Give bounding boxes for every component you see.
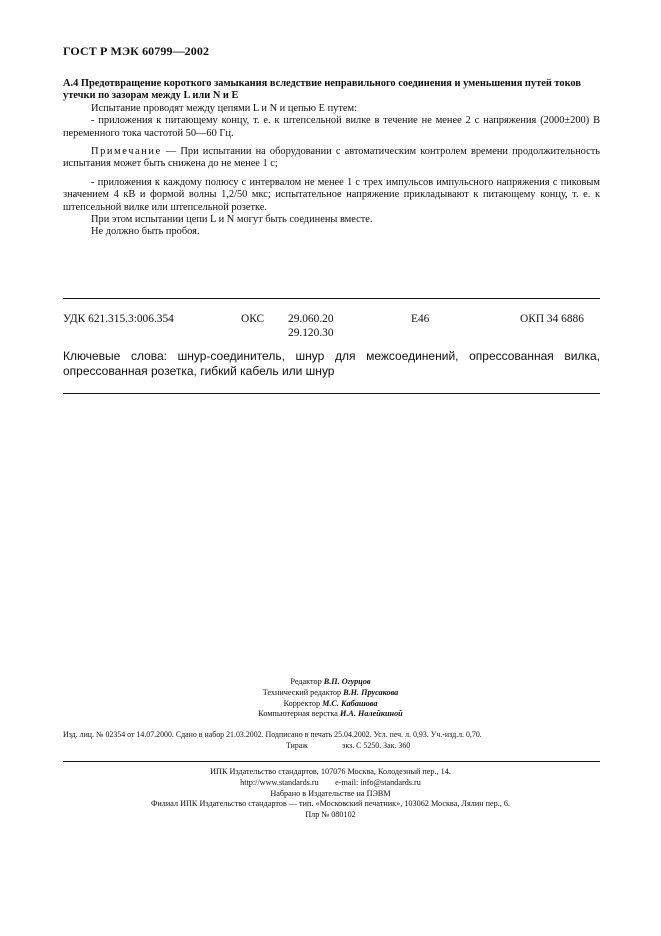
oks-code-2: 29.120.30 [288, 327, 334, 339]
okp-code: ОКП 34 6886 [520, 313, 584, 325]
imprint-copies: экз. С 5250. Зак. 360 [342, 741, 411, 750]
section-a4 [63, 78, 600, 239]
publisher-contacts [0, 778, 661, 789]
oks-label: ОКС [241, 313, 265, 325]
printer-address: Филиал ИПК Издательство стандартов — тип. «Московский печатник», 103062 Москва, Лялин пер., 6. [150, 799, 511, 809]
credit-tech-editor: Технический редактор В.Н. Прусакова [262, 687, 399, 697]
section-heading-line1: А.4 Предотвращение короткого замыкания вследствие неправильного соединения и уменьшения путей токов [63, 78, 581, 89]
document-header: ГОСТ Р МЭК 60799—2002 [63, 44, 210, 58]
udk-code: УДК 621.315.3:006.354 [63, 313, 174, 325]
note [63, 146, 600, 171]
divider-imprint [63, 761, 600, 762]
paragraph-2: - приложения к питающему концу, т. е. к штепсельной вилке в течение не менее 2 с напряжения (2000±200) В переменного тока частотой 50—60 Гц. [63, 115, 600, 139]
section-heading-line2: утечки по зазорам между L или N и E [63, 90, 239, 102]
imprint-line-1: Изд. лиц. № 02354 от 14.07.2000. Сдано в набор 21.03.2002. Подписано в печать 25.04.2002. Усл. печ. л. 0,93. Уч.-изд.л. 0,70. [63, 730, 482, 739]
divider-top [63, 298, 600, 299]
plr-number: Плр № 080102 [305, 810, 356, 820]
imprint-tirazh: Тираж [286, 741, 308, 750]
paragraph-3: - приложения к каждому полюсу с интервалом не менее 1 с трех импульсов импульсного напряжения с пиковым значением 4 кВ и формой волны 1,2/50 мкс; испытательное напряжение прикладывают к питающему концу, т. е. к штепсельной вилке или штепсельной розетке. [63, 176, 600, 213]
website-link[interactable]: http://www.standards.ru [240, 777, 319, 787]
oks-code-1: 29.060.20 [288, 313, 334, 325]
typeset-note: Набрано в Издательстве на ПЭВМ [270, 788, 391, 798]
email-link[interactable]: e-mail: info@standards.ru [335, 777, 421, 787]
credit-corrector: Корректор М.С. Кабашова [283, 698, 378, 708]
publisher-block [0, 767, 661, 821]
credit-editor: Редактор В.П. Огурцов [290, 677, 371, 686]
group-code: Е46 [411, 313, 430, 325]
credits-block [0, 677, 661, 720]
paragraph-5: Не должно быть пробоя. [91, 226, 200, 238]
publisher-address: ИПК Издательство стандартов, 107076 Москва, Колодезный пер., 14. [210, 767, 451, 776]
keywords: Ключевые слова: шнур-соединитель, шнур для межсоединений, опрессованная вилка, опрессованная розетка, гибкий кабель или шнур [63, 349, 600, 378]
credit-layout: Компьютерная верстка И.А. Налейкиной [258, 709, 403, 719]
note-text: — При испытании на оборудовании с автоматическим контролем времени продолжительность испытания может быть снижена до не менее 1 с; [63, 146, 600, 170]
paragraph-4: При этом испытании цепи L и N могут быть соединены вместе. [91, 214, 373, 226]
divider-bottom [63, 393, 600, 394]
paragraph-1: Испытание проводят между цепями L и N и цепью E путем: [91, 102, 357, 114]
note-label: Примечание [91, 146, 162, 158]
